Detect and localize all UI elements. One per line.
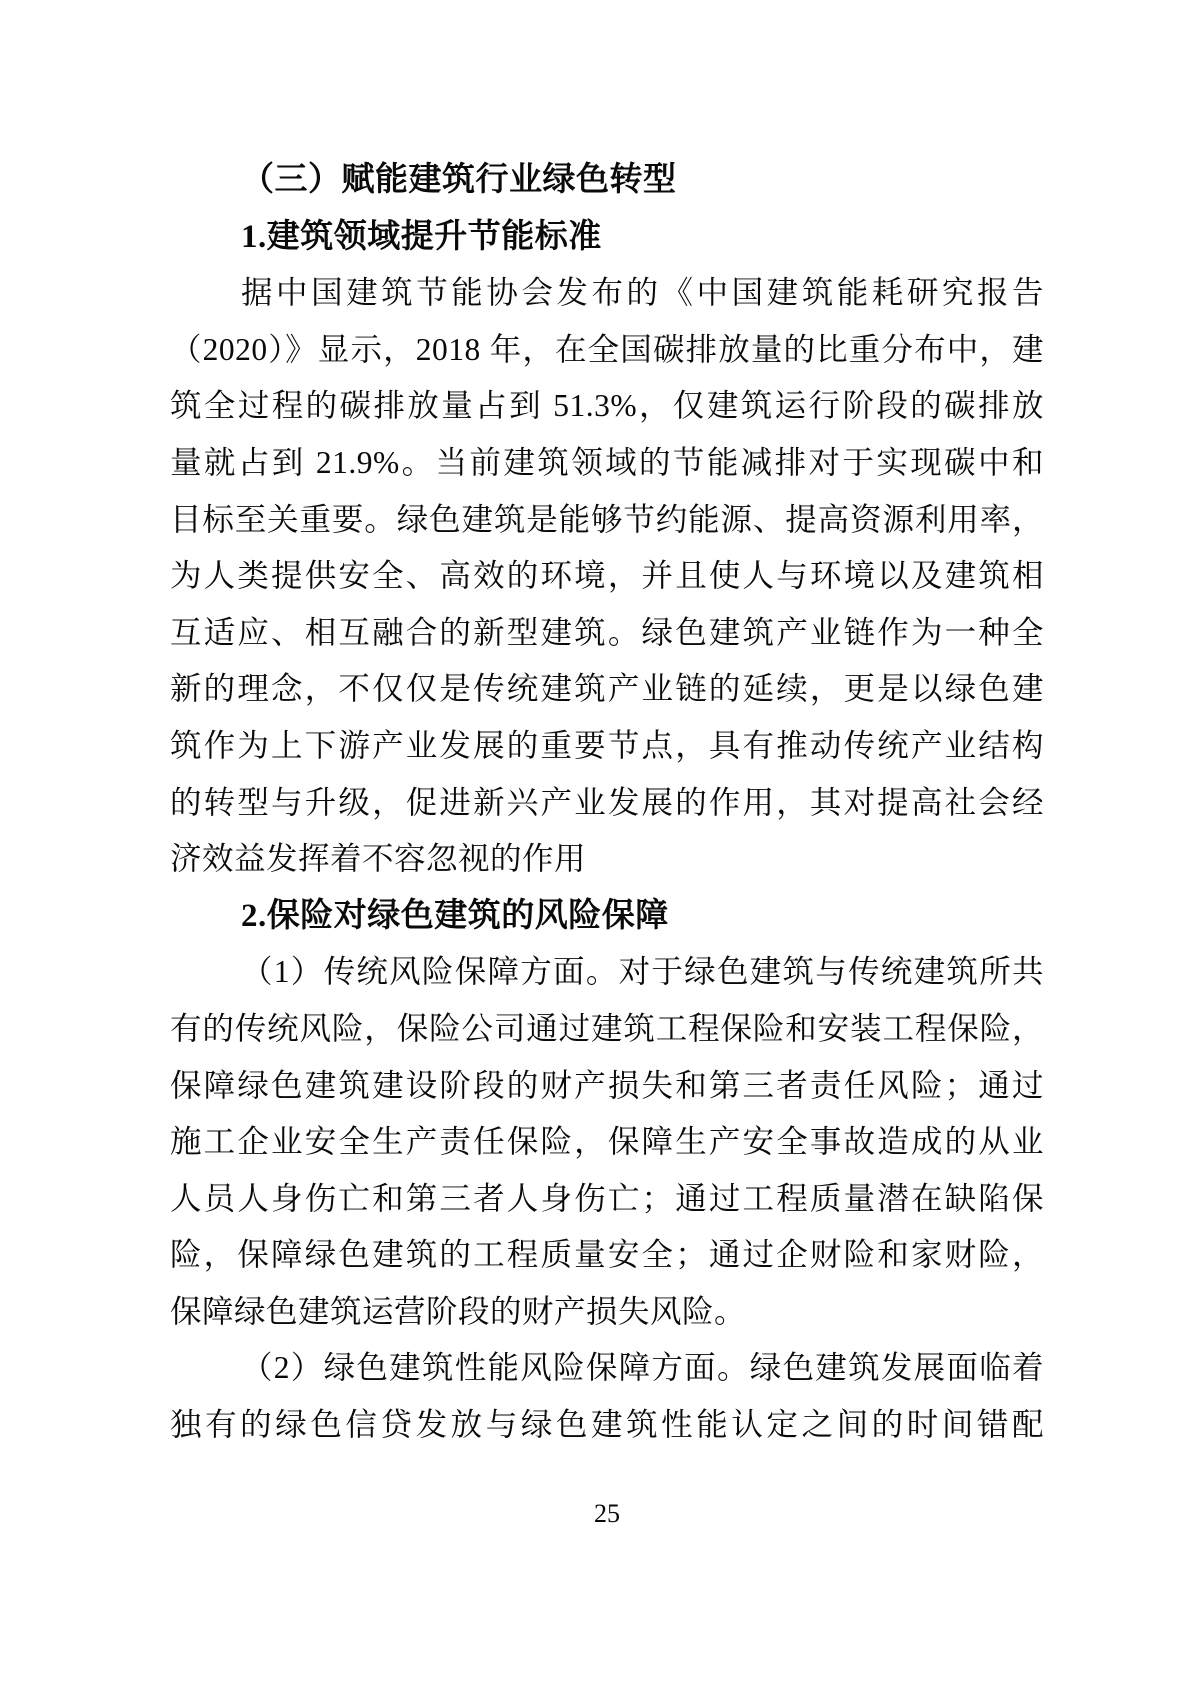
paragraph-line: 施工企业安全生产责任保险，保障生产安全事故造成的从业 [170, 1124, 1044, 1160]
subsection-heading-2: 2.保险对绿色建筑的风险保障 [241, 897, 669, 934]
paragraph-line: 险，保障绿色建筑的工程质量安全；通过企财险和家财险， [170, 1237, 1044, 1273]
paragraph-line: 量就占到 21.9%。当前建筑领域的节能减排对于实现碳中和 [170, 444, 1044, 480]
section-heading: （三）赋能建筑行业绿色转型 [241, 162, 677, 198]
paragraph-line: 目标至关重要。绿色建筑是能够节约能源、提高资源利用率， [170, 501, 1044, 537]
paragraph-line: 人员人身伤亡和第三者人身伤亡；通过工程质量潜在缺陷保 [170, 1180, 1044, 1216]
paragraph-line: （1）传统风险保障方面。对于绿色建筑与传统建筑所共 [241, 954, 1044, 990]
paragraph-line: 据中国建筑节能协会发布的《中国建筑能耗研究报告 [241, 275, 1044, 311]
page-number: 25 [594, 1499, 620, 1528]
paragraph-line: 保障绿色建筑运营阶段的财产损失风险。 [170, 1293, 747, 1329]
paragraph-line: 独有的绿色信贷发放与绿色建筑性能认定之间的时间错配 [170, 1407, 1044, 1443]
paragraph-line: 保障绿色建筑建设阶段的财产损失和第三者责任风险；通过 [170, 1067, 1044, 1103]
paragraph-line: 筑全过程的碳排放量占到 51.3%，仅建筑运行阶段的碳排放 [170, 388, 1044, 424]
paragraph-line: 的转型与升级，促进新兴产业发展的作用，其对提高社会经 [170, 784, 1044, 820]
paragraph-line: （2020）》显示，2018 年，在全国碳排放量的比重分布中，建 [170, 331, 1044, 367]
paragraph-line: （2）绿色建筑性能风险保障方面。绿色建筑发展面临着 [241, 1350, 1044, 1386]
page-body-text [170, 152, 1044, 1454]
paragraph-line: 有的传统风险，保险公司通过建筑工程保险和安装工程保险， [170, 1010, 1044, 1046]
paragraph-line: 互适应、相互融合的新型建筑。绿色建筑产业链作为一种全 [170, 614, 1044, 650]
paragraph-line: 筑作为上下游产业发展的重要节点，具有推动传统产业结构 [170, 727, 1044, 763]
paragraph-line: 新的理念，不仅仅是传统建筑产业链的延续，更是以绿色建 [170, 671, 1044, 707]
paragraph-line: 为人类提供安全、高效的环境，并且使人与环境以及建筑相 [170, 558, 1044, 594]
paragraph-line: 济效益发挥着不容忽视的作用 [170, 841, 587, 877]
subsection-heading-1: 1.建筑领域提升节能标准 [241, 218, 602, 255]
